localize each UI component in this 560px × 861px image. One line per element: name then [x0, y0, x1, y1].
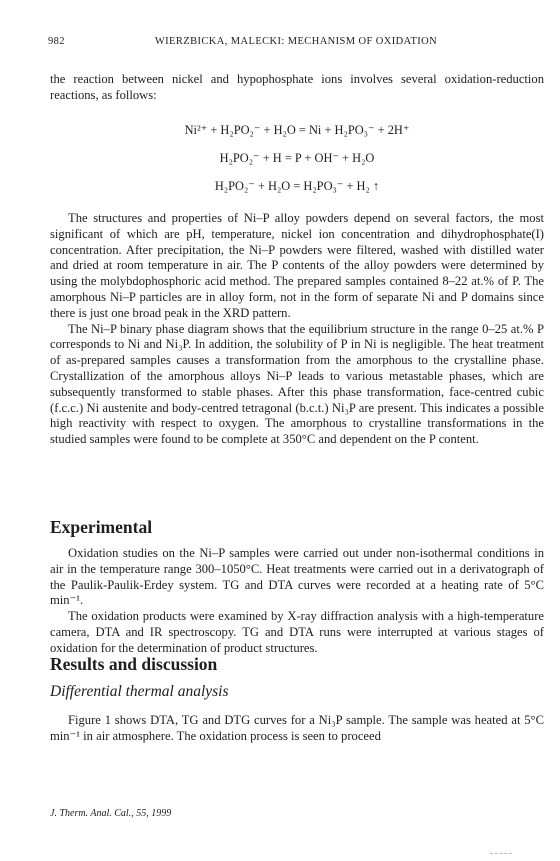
equation-1: Ni²⁺ + H₂PO₂⁻ + H₂O = Ni + H₂PO₃⁻ + 2H⁺ — [184, 123, 410, 137]
experimental-text — [50, 546, 544, 657]
section-heading-results: Results and discussion — [50, 654, 218, 674]
page-header — [48, 36, 544, 50]
equation-2: H₂PO₂⁻ + H = P + OH⁻ + H₂O — [219, 151, 375, 165]
paragraph-oxidation-products: The oxidation products were examined by X-ray diffraction analysis with a high-temperature camera, DTA and IR spectroscopy. TG and DTA runs were interrupted at various stages of oxidation for the determination of product structures. — [50, 609, 544, 655]
results-text — [50, 713, 544, 745]
main-text — [50, 211, 544, 448]
paragraph-phase-diagram: The Ni–P binary phase diagram shows that the equilibrium structure in the range 0–25 at.% P corresponds to Ni and Ni₃P. In addition, the solubility of P in Ni is negligible. The heat treatment of as-prepared samples causes a transformation from the amorphous to the crystalline phase. Crystallization of the amorphous alloys Ni–P leads to various metastable phases, which are subsequently transformed to stable phases. After this phase transformation, face-centred cubic (f.c.c.) Ni austenite and body-centred tetragonal (b.c.t.) Ni₃P are present. This indicates a possible high reactivity with respect to oxygen. The amorphous to crystalline transformations in the studied samples were found to be complete at 350°C and dependent on the P content. — [50, 321, 544, 447]
subsection-heading-dta: Differential thermal analysis — [50, 683, 229, 700]
paragraph-structures: The structures and properties of Ni–P alloy powders depend on several factors, the most significant of which are pH, temperature, nickel ion concentration and dihydrophosphate(I) concentration. After precipitation, the Ni–P powders were filtered, washed with distilled water and dried at room temperature in air. The P contents of the alloy powders were determined by using the molybdophosphoric acid method. The prepared samples contained 8–22 at.% of P. The amorphous Ni–P particles are in alloy form, not in the form of separate Ni and P domains since there is just one broad peak in the XRD pattern. — [50, 211, 544, 320]
page-number: 982 — [48, 36, 65, 47]
intro-block — [50, 72, 544, 104]
intro-paragraph: the reaction between nickel and hypophosphate ions involves several oxidation-reduction reactions, as follows: — [50, 72, 544, 102]
running-head: WIERZBICKA, MALECKI: MECHANISM OF OXIDATION — [154, 36, 438, 47]
paragraph-figure-1: Figure 1 shows DTA, TG and DTG curves for a Ni₃P sample. The sample was heated at 5°C min⁻¹ in air atmosphere. The oxidation process is seen to proceed — [50, 713, 544, 743]
journal-footer: J. Therm. Anal. Cal., 55, 1999 — [50, 808, 172, 819]
equation-3: H₂PO₂⁻ + H₂O = H₂PO₃⁻ + H₂ ↑ — [214, 179, 380, 193]
paragraph-oxidation-studies: Oxidation studies on the Ni–P samples were carried out under non-isothermal conditions in air in the temperature range 300–1050°C. Heat treatments were carried out in a derivatograph of the Paulik-Paulik-Erdey system. TG and DTA curves were recorded at a heating rate of 5°C min⁻¹. — [50, 546, 544, 608]
scan-artifact-line — [490, 853, 512, 854]
section-heading-experimental: Experimental — [50, 517, 153, 537]
